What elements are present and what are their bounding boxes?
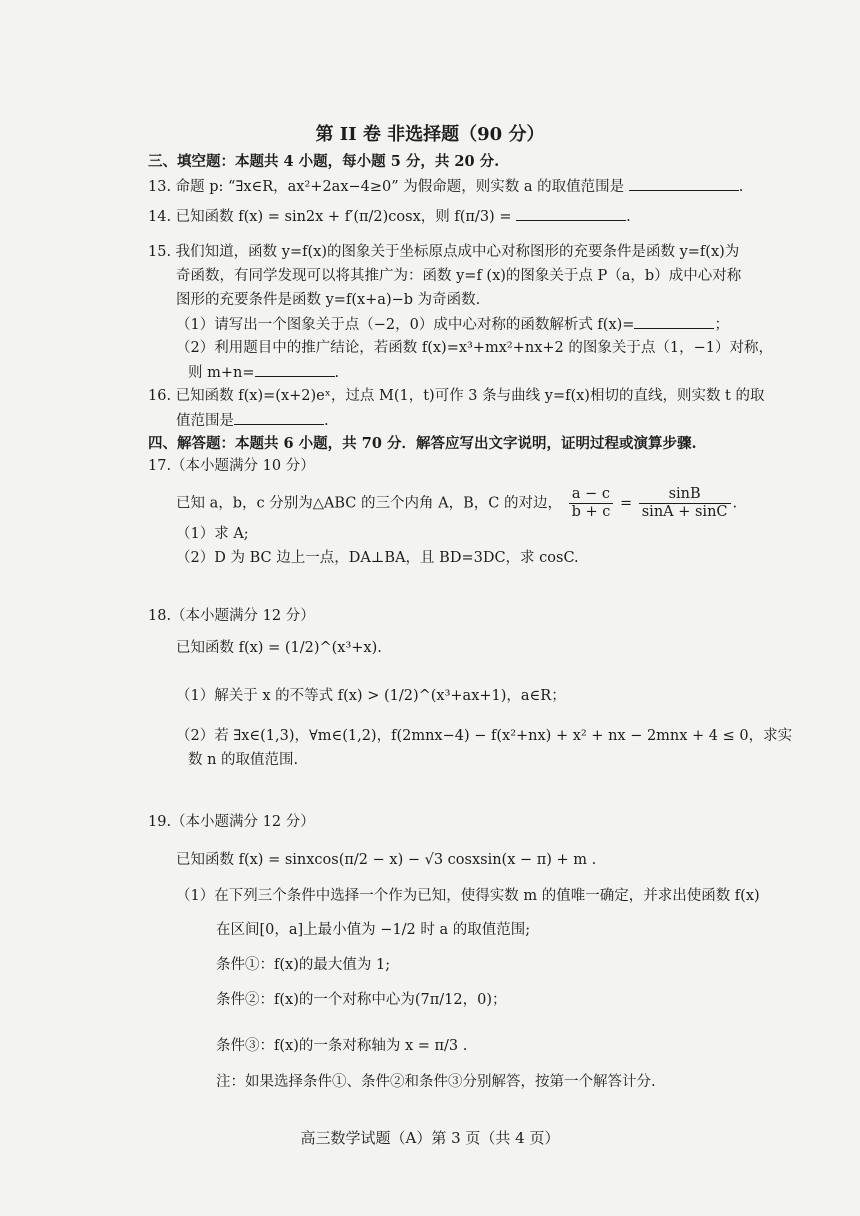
question-15-line-2: 奇函数，有同学发现可以将其推广为：函数 y=f (x)的图象关于点 P（a，b）成中心对称	[176, 268, 742, 284]
question-16-line-2: 值范围是 .	[176, 410, 820, 431]
question-17-part-2: （2）D 为 BC 边上一点，DA⊥BA，且 BD=3DC，求 cosC.	[176, 550, 579, 566]
question-15-line-3: 图形的充要条件是函数 y=f(x+a)−b 为奇函数.	[176, 292, 481, 308]
fraction: $\frac{\sin B}{\sin A + \sin C}$	[639, 486, 731, 521]
condition-3: 条件③：f(x)的一条对称轴为 x = π/3 .	[216, 1038, 468, 1054]
question-15-part-1: （1）请写出一个图象关于点（−2，0）成中心对称的函数解析式 f(x)= ；	[176, 314, 820, 335]
question-19-part-1: （1）在下列三个条件中选择一个作为已知，使得实数 m 的值唯一确定，并求出使函数 f(x)	[176, 888, 760, 904]
answer-blank	[516, 206, 626, 221]
question-19-statement: 已知函数 f(x) = sinxcos(π/2 − x) − √3 cosxsin(x − π) + m .	[176, 852, 597, 868]
answer-blank	[255, 362, 335, 377]
section-4-heading: 四、解答题：本题共 6 小题，共 70 分．解答应写出文字说明，证明过程或演算步骤.	[148, 435, 697, 452]
question-18-part-1: （1）解关于 x 的不等式 f(x) > (1/2)^(x³+ax+1)，a∈R；	[176, 688, 566, 704]
section-title: 第 II 卷 非选择题（90 分）	[315, 124, 545, 145]
question-18-part-2-cont: 数 n 的取值范围.	[188, 752, 299, 768]
condition-2: 条件②：f(x)的一个对称中心为(7π/12，0)；	[216, 992, 507, 1008]
question-19-note: 注：如果选择条件①、条件②和条件③分别解答，按第一个解答计分.	[216, 1074, 656, 1090]
question-15-part-2-cont: 则 m+n= .	[188, 362, 820, 383]
question-19-heading: 19.（本小题满分 12 分）	[148, 814, 315, 830]
condition-1: 条件①：f(x)的最大值为 1;	[216, 957, 391, 973]
fraction: $\frac{a - c}{b + c}$	[569, 486, 614, 521]
question-16-line-1: 16. 已知函数 f(x)=(x+2)eˣ，过点 M(1，t)可作 3 条与曲线 y=f(x)相切的直线，则实数 t 的取	[148, 388, 765, 404]
question-15-line-1: 15. 我们知道，函数 y=f(x)的图象关于坐标原点成中心对称图形的充要条件是函数 y=f(x)为	[148, 244, 740, 260]
answer-blank	[629, 176, 739, 191]
question-18-statement: 已知函数 f(x) = (1/2)^(x³+x).	[176, 640, 382, 656]
section-3-heading: 三、填空题：本题共 4 小题，每小题 5 分，共 20 分.	[148, 153, 500, 170]
question-13: 13. 命题 p: “∃x∈R，ax²+2ax−4≥0” 为假命题，则实数 a 的取值范围是 .	[148, 176, 820, 197]
answer-blank	[234, 410, 324, 425]
question-18-heading: 18.（本小题满分 12 分）	[148, 608, 315, 624]
question-17-statement: 已知 a，b，c 分别为△ABC 的三个内角 A，B，C 的对边， $\frac{a - c}{b + c}$ = $\frac{\sin B}{\sin A + \sin C}$ .	[176, 486, 738, 520]
question-17-part-1: （1）求 A;	[176, 526, 249, 542]
answer-blank	[634, 314, 714, 329]
page-footer: 高三数学试题（A）第 3 页（共 4 页）	[300, 1129, 560, 1147]
question-17-heading: 17.（本小题满分 10 分）	[148, 458, 315, 474]
question-18-part-2: （2）若 ∃x∈(1,3)，∀m∈(1,2)，f(2mnx−4) − f(x²+nx) + x² + nx − 2mnx + 4 ≤ 0，求实	[176, 728, 793, 744]
question-15-part-2: （2）利用题目中的推广结论，若函数 f(x)=x³+mx²+nx+2 的图象关于点（1，−1）对称，	[176, 340, 773, 356]
question-14: 14. 已知函数 f(x) = sin2x + f′(π/2)cosx，则 f(π/3) = .	[148, 206, 820, 227]
question-19-part-1-cont: 在区间[0，a]上最小值为 −1/2 时 a 的取值范围;	[216, 922, 531, 938]
